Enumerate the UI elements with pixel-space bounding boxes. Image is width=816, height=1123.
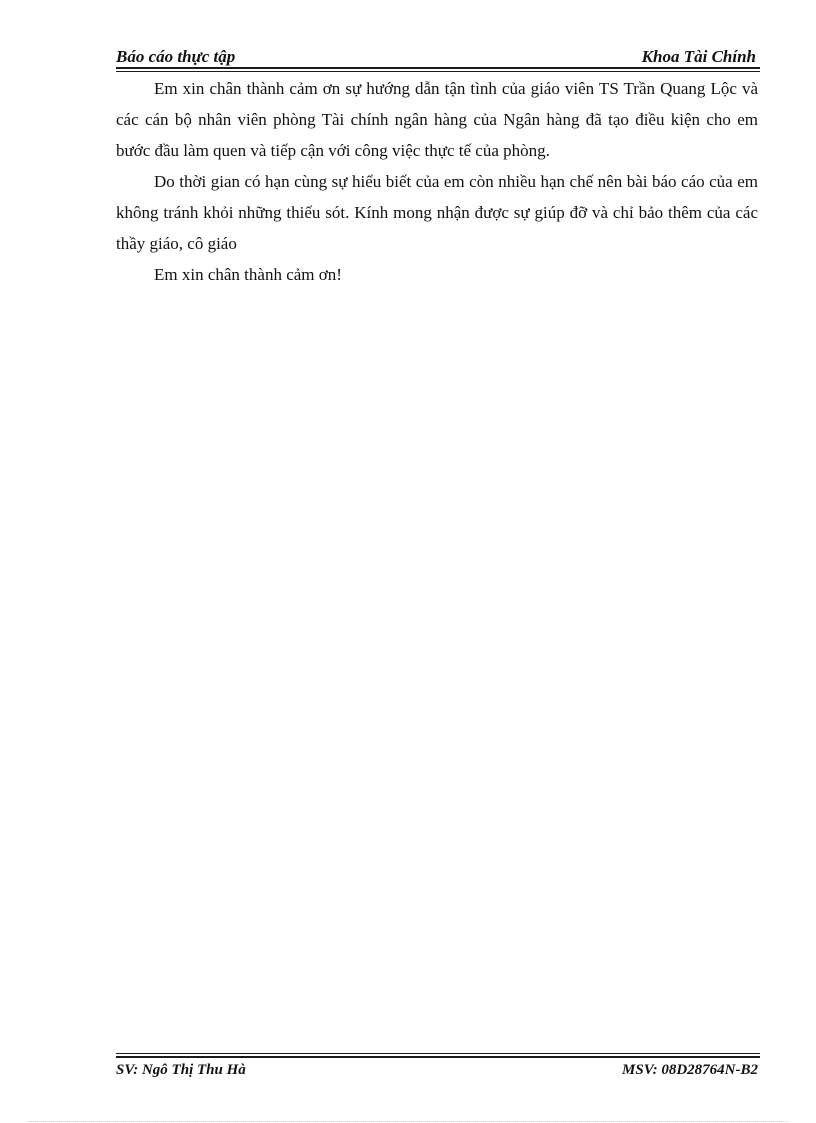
footer-student-id: MSV: 08D28764N-B2 xyxy=(622,1062,758,1078)
header-report-title: Báo cáo thực tập xyxy=(116,47,236,66)
paragraph-closing: Em xin chân thành cảm ơn! xyxy=(154,265,342,284)
footer-rule-thin xyxy=(116,1053,760,1054)
page-header xyxy=(116,46,760,68)
footer-student-name: SV: Ngô Thị Thu Hà xyxy=(116,1062,246,1078)
page-edge-divider xyxy=(28,1121,788,1122)
page-footer xyxy=(116,1059,760,1081)
paragraph-apology: Do thời gian có hạn cùng sự hiểu biết của em còn nhiều hạn chế nên bài báo cáo của em không tránh khỏi những thiếu sót. Kính mong nhận được sự giúp đỡ và chỉ bảo thêm của các thầy giáo, cô giáo xyxy=(116,172,758,253)
footer-rule-thick xyxy=(116,1056,760,1058)
header-rule-thin xyxy=(116,71,760,72)
header-faculty-name: Khoa Tài Chính xyxy=(641,47,756,66)
page-body xyxy=(116,73,758,290)
header-rule-thick xyxy=(116,67,760,69)
paragraph-thanks: Em xin chân thành cảm ơn sự hướng dẫn tận tình của giáo viên TS Trần Quang Lộc và các cán bộ nhân viên phòng Tài chính ngân hàng của Ngân hàng đã tạo điều kiện cho em bước đầu làm quen và tiếp cận với công việc thực tế của phòng. xyxy=(116,79,758,160)
